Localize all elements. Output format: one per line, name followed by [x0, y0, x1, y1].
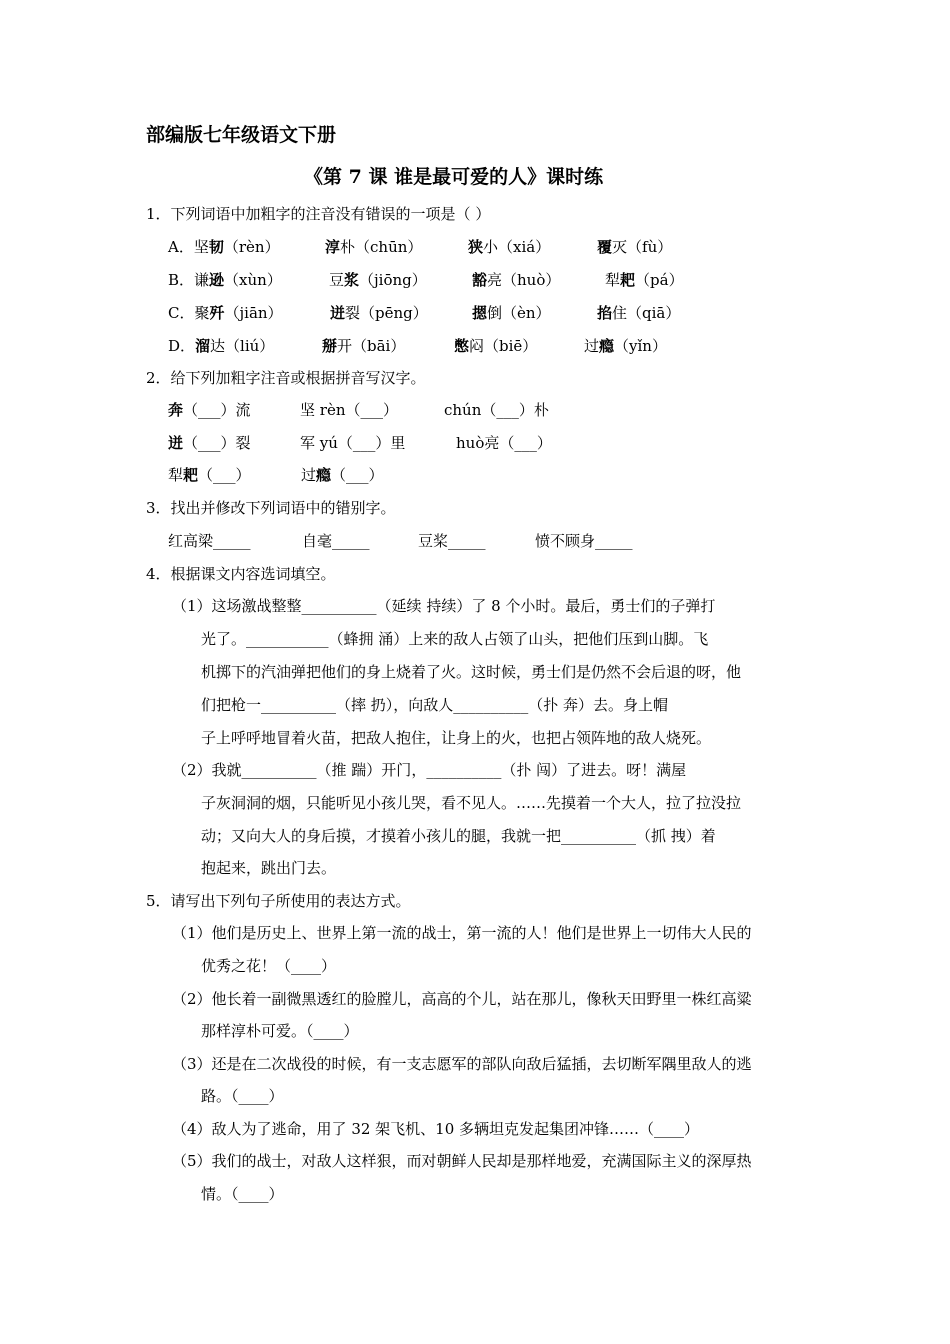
- q5-stem: 5．请写出下列句子所使用的表达方式。: [146, 892, 411, 910]
- q2-item: 奔（___）流: [168, 401, 251, 419]
- sentence-line: 优秀之花！（____）: [201, 957, 337, 975]
- q3-word: 红高梁_____: [168, 532, 251, 550]
- passage-line: 子上呼呼地冒着火苗，把敌人抱住，让身上的火，也把占领阵地的敌人烧死。: [201, 729, 712, 747]
- passage-line: 抱起来，跳出门去。: [201, 859, 337, 877]
- q4-stem: 4．根据课文内容选词填空。: [146, 565, 336, 583]
- sentence-line: （5）我们的战士，对敌人这样狠，而对朝鲜人民却是那样地爱，充满国际主义的深厚热: [172, 1152, 752, 1170]
- q1-stem: 1．下列词语中加粗字的注音没有错误的一项是（ ）: [146, 205, 491, 223]
- sentence-line: （2）他长着一副微黑透红的脸膛儿，高高的个儿，站在那儿，像秋天田野里一株红高粱: [172, 990, 752, 1008]
- sentence-line: （1）他们是历史上、世界上第一流的战士，第一流的人！他们是世界上一切伟大人民的: [172, 924, 752, 942]
- passage-line: 动；又向大人的身后摸，才摸着小孩儿的腿，我就一把__________（抓 拽）着: [201, 827, 716, 845]
- option-text: A．坚韧（rèn）: [168, 238, 280, 256]
- option-text: 淳朴（chūn）: [325, 238, 423, 256]
- option-text: 憋闷（biē）: [454, 337, 538, 355]
- q3-stem: 3．找出并修改下列词语中的错别字。: [146, 499, 396, 517]
- q2-item: 犁耙（___）: [168, 466, 251, 484]
- q3-word: 豆桨_____: [418, 532, 486, 550]
- option-text: C．聚歼（jiān）: [168, 304, 283, 322]
- option-text: 覆灭（fù）: [597, 238, 673, 256]
- q2-item: 坚 rèn（___）: [300, 401, 398, 419]
- option-text: D．溜达（liú）: [168, 337, 275, 355]
- q2-item: huò亮（___）: [456, 434, 552, 452]
- document-title: 《第 7 课 谁是最可爱的人》课时练: [304, 166, 604, 188]
- option-text: 豆浆（jiōng）: [329, 271, 427, 289]
- option-text: 迸裂（pēng）: [330, 304, 428, 322]
- passage-line: 光了。___________（蜂拥 涌）上来的敌人占领了山头，把他们压到山脚。飞: [201, 630, 709, 648]
- option-text: B．谦逊（xùn）: [168, 271, 282, 289]
- q2-item: 军 yú（___）里: [300, 434, 406, 452]
- passage-line: 们把枪一__________（摔 扔），向敌人__________（扑 奔）去。身上帽: [201, 696, 669, 714]
- option-text: 掐住（qiā）: [597, 304, 681, 322]
- option-text: 豁亮（huò）: [472, 271, 561, 289]
- passage-line: （2）我就__________（推 踹）开门，__________（扑 闯）了进去。呀！满屋: [172, 761, 687, 779]
- q3-word: 愤不顾身_____: [535, 532, 633, 550]
- passage-line: （1）这场激战整整__________（延续 持续）了 8 个小时。最后，勇士们的子弹打: [172, 597, 716, 615]
- option-text: 掰开（bāi）: [322, 337, 406, 355]
- option-text: 摁倒（èn）: [472, 304, 551, 322]
- sentence-line: （4）敌人为了逃命，用了 32 架飞机、10 多辆坦克发起集团冲锋……（____）: [172, 1120, 700, 1138]
- option-text: 犁耙（pá）: [605, 271, 684, 289]
- q2-item: chún（___）朴: [444, 401, 549, 419]
- document-supertitle: 部编版七年级语文下册: [146, 124, 337, 146]
- option-text: 过瘾（yǐn）: [584, 337, 667, 355]
- sentence-line: 情。（____）: [201, 1185, 284, 1203]
- sentence-line: （3）还是在二次战役的时候，有一支志愿军的部队向敌后猛插，去切断军隅里敌人的逃: [172, 1055, 752, 1073]
- q2-item: 迸（___）裂: [168, 434, 251, 452]
- option-text: 狭小（xiá）: [468, 238, 551, 256]
- sentence-line: 路。（____）: [201, 1087, 284, 1105]
- q2-item: 过瘾（___）: [301, 466, 384, 484]
- sentence-line: 那样淳朴可爱。（____）: [201, 1022, 359, 1040]
- passage-line: 子灰洞洞的烟，只能听见小孩儿哭，看不见人。……先摸着一个大人，拉了拉没拉: [201, 794, 742, 812]
- q3-word: 自毫_____: [302, 532, 370, 550]
- passage-line: 机掷下的汽油弹把他们的身上烧着了火。这时候，勇士们是仍然不会后退的呀，他: [201, 663, 742, 681]
- q2-stem: 2．给下列加粗字注音或根据拼音写汉字。: [146, 369, 426, 387]
